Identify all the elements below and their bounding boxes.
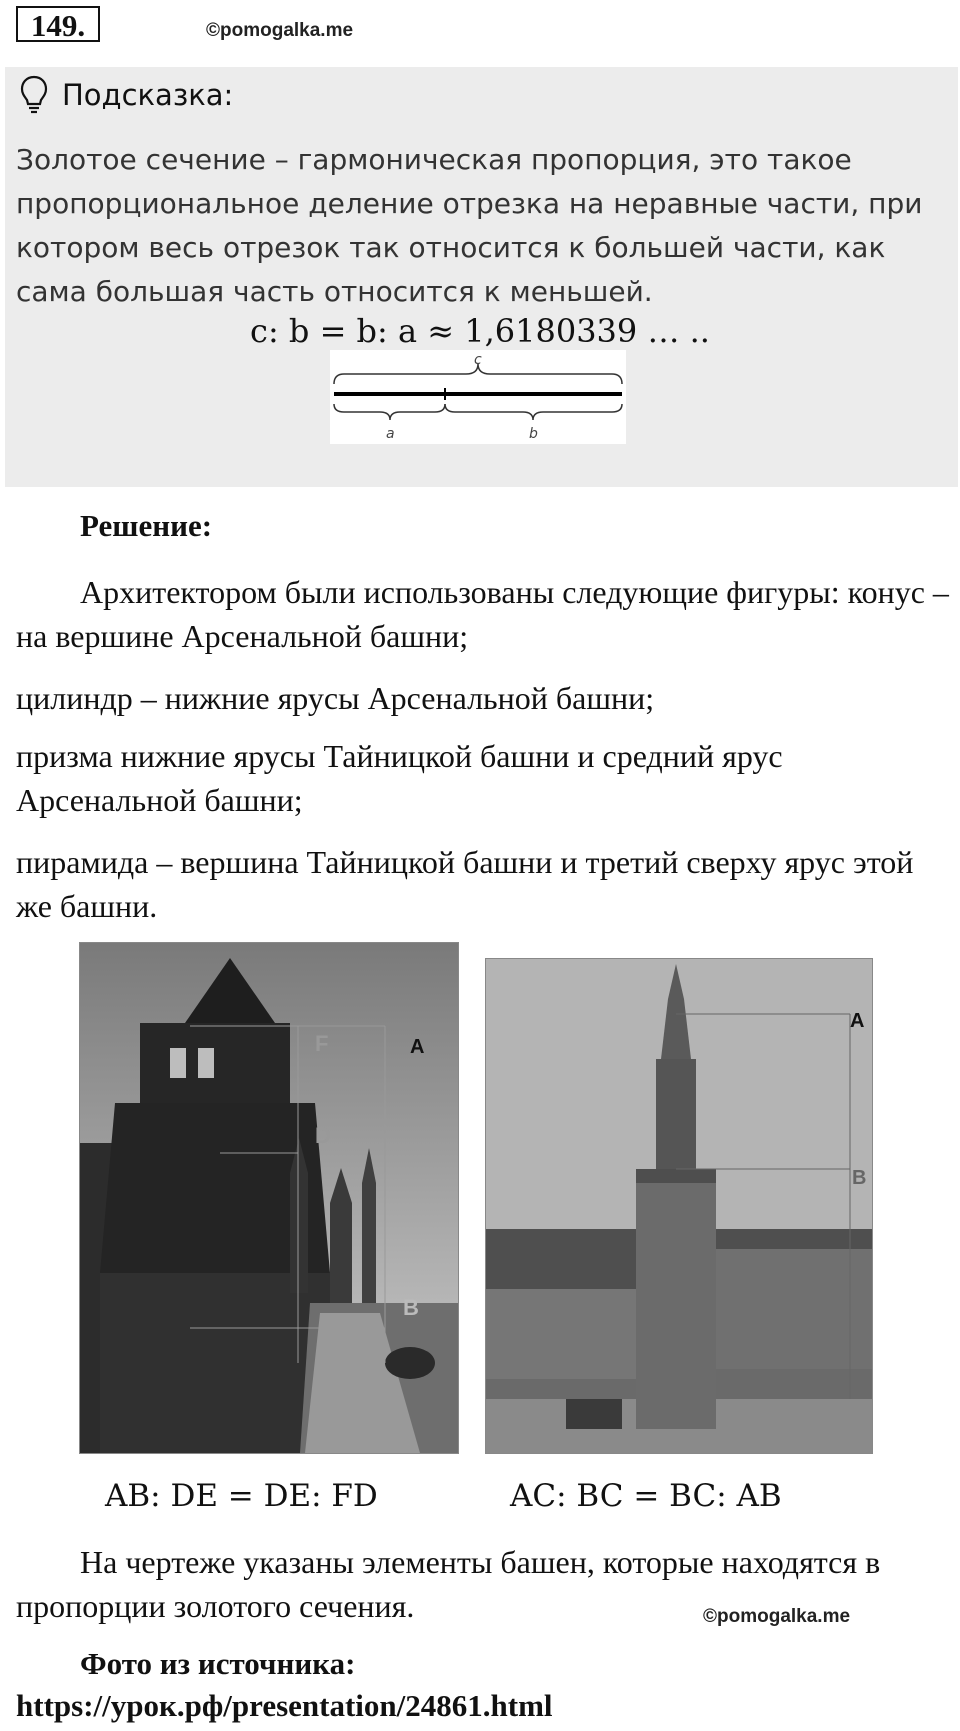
solution-paragraph: призма нижние ярусы Тайницкой башни и средний ярус Арсенальной башни; — [16, 738, 783, 818]
label-D: D — [315, 1123, 331, 1148]
golden-ratio-formula: c: b = b: a ≈ 1,6180339 … .. — [250, 312, 710, 350]
photo-tainitskaya-tower — [79, 942, 459, 1454]
source-heading: Фото из источника: — [80, 1646, 356, 1681]
solution-heading: Решение: — [80, 508, 213, 543]
label-B: B — [403, 1295, 419, 1320]
segment-diagram — [330, 350, 626, 444]
brace-b — [445, 404, 622, 420]
label-B-right: B — [852, 1167, 867, 1189]
label-A-right: A — [850, 1010, 865, 1032]
label-c: c — [474, 352, 482, 368]
task-number: 149. — [16, 6, 100, 42]
watermark-top: ©pomogalka.me — [206, 20, 354, 41]
hint-title: Подсказка: — [62, 78, 234, 112]
hint-text: Золотое сечение – гармоническая пропорция, это такое пропорциональное деление отрезка на неравные части, при котором весь отрезок так относится к большей части, как сама большая часть относится к меньшей. — [16, 143, 923, 308]
conclusion-paragraph: На чертеже указаны элементы башен, которые находятся в пропорции золотого сечения. — [16, 1544, 881, 1624]
photo-beklemishevskaya-tower — [485, 958, 873, 1454]
lightbulb-icon — [18, 74, 50, 114]
equation-left: AB: DE = DE: FD — [105, 1478, 378, 1514]
solution-paragraph: пирамида – вершина Тайницкой башни и третий сверху ярус этой же башни. — [16, 844, 914, 924]
solution-paragraph: цилиндр – нижние ярусы Арсенальной башни; — [16, 680, 655, 716]
label-A: A — [410, 1036, 425, 1058]
watermark-bottom: ©pomogalka.me — [703, 1606, 851, 1627]
solution-paragraph: Архитектором были использованы следующие фигуры: конус – на вершине Арсенальной башни; — [16, 574, 949, 654]
label-a: a — [386, 426, 395, 442]
source-url[interactable]: https://урок.рф/presentation/24861.html — [16, 1688, 553, 1723]
label-b: b — [529, 426, 538, 442]
equation-right: AC: BC = BC: AB — [510, 1478, 782, 1514]
brace-a — [334, 404, 445, 420]
label-F: F — [315, 1031, 329, 1056]
